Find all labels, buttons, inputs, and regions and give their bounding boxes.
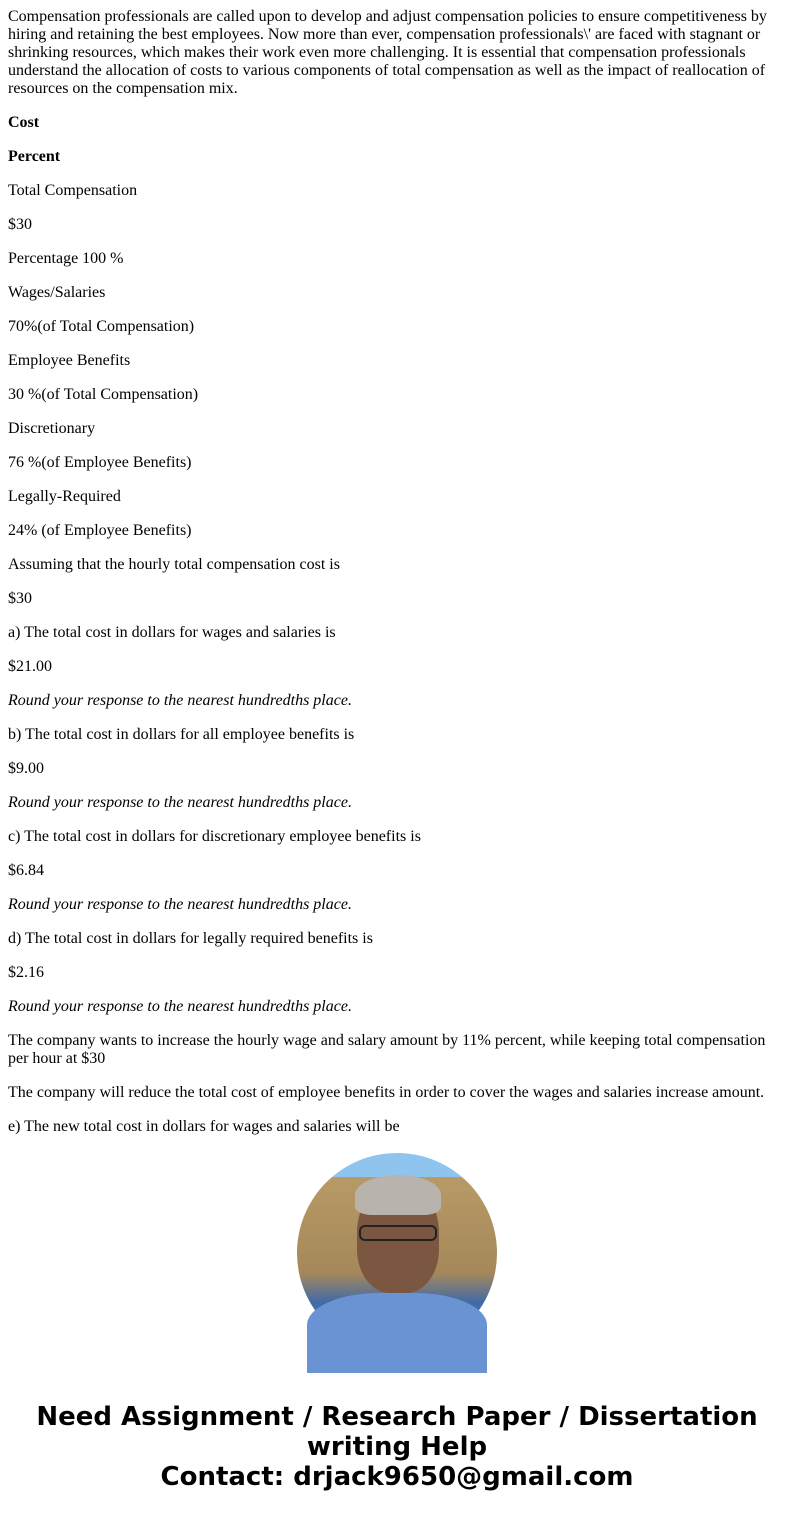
photo-hair [355,1175,441,1215]
paragraph: $30 [8,216,32,233]
paragraph: 24% (of Employee Benefits) [8,522,192,539]
paragraph: d) The total cost in dollars for legally required benefits is [8,930,373,947]
paragraph: Percentage 100 % [8,250,124,267]
paragraph: Round your response to the nearest hundredths place. [8,998,352,1015]
paragraph: Assuming that the hourly total compensation cost is [8,556,340,573]
photo-shirt [307,1293,487,1373]
paragraph: Employee Benefits [8,352,131,369]
paragraph: e) The new total cost in dollars for wages and salaries will be [8,1118,400,1135]
paragraph: Compensation professionals are called upon to develop and adjust compensation policies to ensure competitiveness by hiring and retaining the best employees. Now more than ever, compensation professionals\' are faced with stagnant or shrinking resources, which makes their work even more challenging. It is essential that compensation professionals understand the allocation of costs to various components of total compensation as well as the impact of reallocation of resources on the compensation mix. [8,8,767,97]
footer-contact: Contact: drjack9650@gmail.com [160,1462,634,1492]
paragraph: The company will reduce the total cost of employee benefits in order to cover the wages and salaries increase amount. [8,1084,765,1101]
paragraph: Round your response to the nearest hundredths place. [8,692,352,709]
paragraph: Total Compensation [8,182,138,199]
paragraph: 30 %(of Total Compensation) [8,386,199,403]
paragraph: 70%(of Total Compensation) [8,318,195,335]
paragraph: $2.16 [8,964,44,981]
paragraph: The company wants to increase the hourly wage and salary amount by 11% percent, while keeping total compensation per hour at $30 [8,1032,766,1067]
paragraph: Percent [8,148,61,165]
paragraph: $21.00 [8,658,52,675]
paragraph: $6.84 [8,862,44,879]
paragraph: Legally-Required [8,488,121,505]
paragraph: Discretionary [8,420,96,437]
question-content [8,0,778,1135]
footer-help-text: Need Assignment / Research Paper / Dissertation writing Help [36,1402,758,1462]
paragraph: 76 %(of Employee Benefits) [8,454,192,471]
paragraph: Round your response to the nearest hundredths place. [8,794,352,811]
paragraph: Round your response to the nearest hundredths place. [8,896,352,913]
paragraph: c) The total cost in dollars for discretionary employee benefits is [8,828,421,845]
paragraph: Wages/Salaries [8,284,106,301]
paragraph: a) The total cost in dollars for wages and salaries is [8,624,336,641]
footer-banner [0,1402,794,1492]
paragraph: b) The total cost in dollars for all employee benefits is [8,726,355,743]
paragraph: Cost [8,114,40,131]
paragraph: $9.00 [8,760,44,777]
photo-glasses [359,1225,437,1241]
paragraph: $30 [8,590,32,607]
author-photo [297,1153,497,1353]
